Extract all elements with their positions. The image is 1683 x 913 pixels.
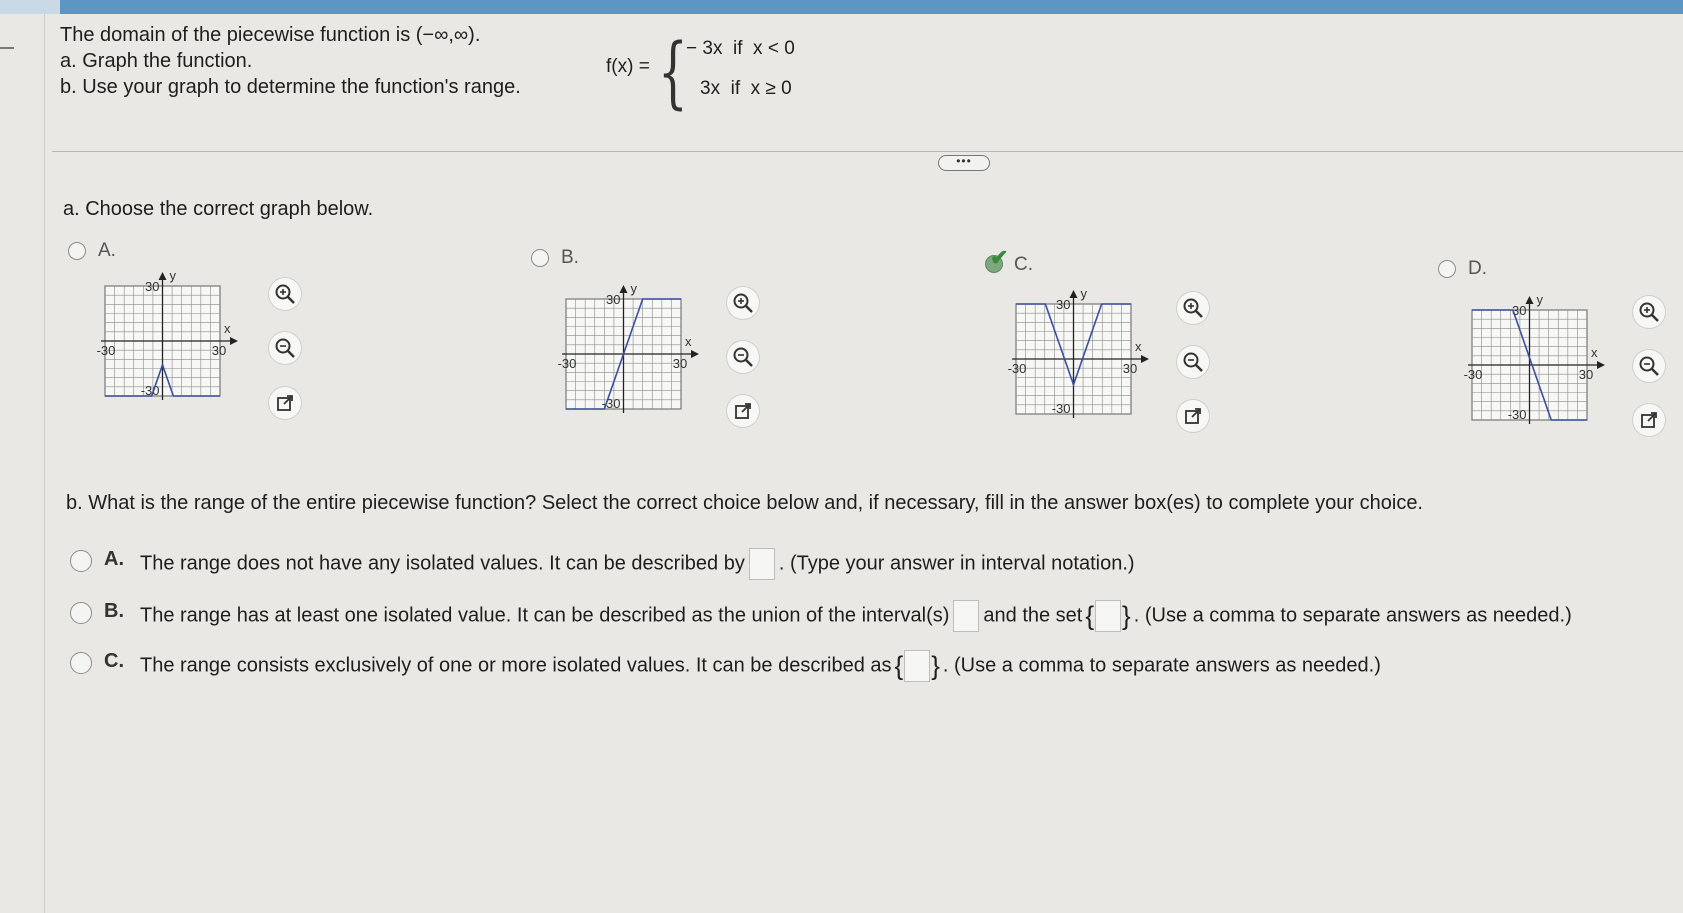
y-tick-label-top: 30 bbox=[606, 292, 621, 307]
y-axis-arrow bbox=[159, 272, 167, 280]
y-axis-arrow bbox=[1070, 290, 1078, 298]
formula-lhs: f(x) = bbox=[606, 56, 650, 77]
answer-b-text-3: . (Use a comma to separate answers as needed.) bbox=[1133, 604, 1572, 627]
option-b-letter: B. bbox=[561, 247, 579, 268]
option-c-plot bbox=[1006, 286, 1171, 445]
y-axis-label: y bbox=[169, 268, 176, 283]
y-tick-label-bottom: -30 bbox=[1507, 407, 1527, 422]
option-b-open-new-window-button[interactable] bbox=[727, 395, 759, 427]
zoom-out-icon bbox=[274, 337, 296, 359]
answer-b-radio[interactable] bbox=[70, 602, 92, 624]
x-tick-label-right: 30 bbox=[211, 343, 227, 358]
answer-c-letter: C. bbox=[104, 650, 124, 672]
y-tick-label-bottom: -30 bbox=[1051, 401, 1071, 416]
option-d-graph[interactable] bbox=[1462, 292, 1627, 451]
option-c-zoom-out-button[interactable] bbox=[1177, 346, 1209, 378]
y-tick-label-bottom: -30 bbox=[601, 396, 621, 411]
option-d-radio[interactable] bbox=[1438, 260, 1456, 278]
answer-b-text bbox=[140, 600, 1572, 632]
option-a-open-new-window-button[interactable] bbox=[269, 387, 301, 419]
external-link-icon bbox=[1183, 406, 1203, 426]
right-brace: } bbox=[1122, 600, 1131, 631]
answer-a-input-box[interactable] bbox=[749, 548, 775, 580]
x-axis-label: x bbox=[224, 321, 231, 336]
external-link-icon bbox=[733, 401, 753, 421]
y-axis-label: y bbox=[1080, 286, 1087, 301]
answer-b-set-input[interactable] bbox=[1095, 600, 1121, 632]
answer-b-letter: B. bbox=[104, 600, 124, 622]
y-tick-label-top: 30 bbox=[1512, 303, 1527, 318]
x-tick-label-left: -30 bbox=[1007, 361, 1027, 376]
x-axis-label: x bbox=[685, 334, 692, 349]
option-b-radio[interactable] bbox=[531, 249, 549, 267]
option-c-graph[interactable] bbox=[1006, 286, 1171, 445]
y-tick-label-top: 30 bbox=[1056, 297, 1071, 312]
section-divider bbox=[52, 151, 1683, 152]
option-a-plot bbox=[95, 268, 260, 427]
option-a-zoom-out-button[interactable] bbox=[269, 332, 301, 364]
answer-a-text bbox=[140, 548, 1135, 580]
top-bar bbox=[0, 0, 1683, 14]
x-axis-label: x bbox=[1591, 345, 1598, 360]
y-tick-label-top: 30 bbox=[145, 279, 160, 294]
y-axis-label: y bbox=[630, 281, 637, 296]
zoom-in-icon bbox=[1638, 301, 1660, 323]
option-a-radio[interactable] bbox=[68, 242, 86, 260]
option-d-zoom-in-button[interactable] bbox=[1633, 296, 1665, 328]
formula-row-2: 3x if x ≥ 0 bbox=[700, 78, 792, 99]
option-a-graph[interactable] bbox=[95, 268, 260, 427]
answer-c-text-2: . (Use a comma to separate answers as needed.) bbox=[942, 654, 1381, 677]
left-margin-rule bbox=[44, 14, 45, 913]
x-axis-arrow bbox=[230, 337, 238, 345]
correct-check-icon: ✔ bbox=[990, 245, 1009, 270]
x-tick-label-left: -30 bbox=[1463, 367, 1483, 382]
question-part-b: b. Use your graph to determine the function's range. bbox=[60, 76, 521, 98]
zoom-out-icon bbox=[1182, 351, 1204, 373]
option-c-zoom-in-button[interactable] bbox=[1177, 292, 1209, 324]
option-b-plot bbox=[556, 281, 721, 440]
option-c-open-new-window-button[interactable] bbox=[1177, 400, 1209, 432]
answer-b-interval-input[interactable] bbox=[953, 600, 979, 632]
x-axis-label: x bbox=[1135, 339, 1142, 354]
y-axis-arrow bbox=[620, 285, 628, 293]
left-brace: { bbox=[894, 650, 904, 681]
answer-c-radio[interactable] bbox=[70, 652, 92, 674]
left-margin-tick bbox=[0, 47, 14, 49]
x-tick-label-right: 30 bbox=[1578, 367, 1594, 382]
y-axis-arrow bbox=[1526, 296, 1534, 304]
x-axis-arrow bbox=[1597, 361, 1605, 369]
answer-a-text-2: . (Type your answer in interval notation.) bbox=[778, 552, 1135, 575]
option-b-graph[interactable] bbox=[556, 281, 721, 440]
y-axis-label: y bbox=[1536, 292, 1543, 307]
option-a-letter: A. bbox=[98, 240, 116, 261]
answer-c-set bbox=[895, 650, 940, 682]
zoom-in-icon bbox=[274, 283, 296, 305]
answer-c-text-1: The range consists exclusively of one or more isolated values. It can be described as bbox=[140, 654, 892, 677]
answer-a-letter: A. bbox=[104, 548, 124, 570]
option-b-zoom-in-button[interactable] bbox=[727, 287, 759, 319]
y-tick-label-bottom: -30 bbox=[140, 383, 160, 398]
x-tick-label-right: 30 bbox=[672, 356, 688, 371]
x-tick-label-left: -30 bbox=[96, 343, 116, 358]
more-button[interactable]: ••• bbox=[938, 155, 990, 171]
zoom-out-icon bbox=[732, 346, 754, 368]
right-brace: } bbox=[931, 650, 940, 681]
option-d-open-new-window-button[interactable] bbox=[1633, 404, 1665, 436]
answer-c-set-input[interactable] bbox=[904, 650, 930, 682]
option-d-plot bbox=[1462, 292, 1627, 451]
answer-b-text-1: The range has at least one isolated value. It can be described as the union of the interval(s) bbox=[140, 604, 950, 627]
x-axis-arrow bbox=[1141, 355, 1149, 363]
x-tick-label-left: -30 bbox=[557, 356, 577, 371]
formula-row-1: − 3x if x < 0 bbox=[686, 38, 795, 59]
option-c-letter: C. bbox=[1014, 254, 1033, 275]
question-part-a: a. Graph the function. bbox=[60, 50, 253, 72]
question-domain: The domain of the piecewise function is (−∞,∞). bbox=[60, 24, 481, 46]
x-tick-label-right: 30 bbox=[1122, 361, 1138, 376]
piecewise-formula bbox=[606, 30, 826, 120]
answer-a-text-1: The range does not have any isolated values. It can be described by bbox=[140, 552, 745, 575]
left-brace: { bbox=[1085, 600, 1095, 631]
external-link-icon bbox=[275, 393, 295, 413]
option-b-zoom-out-button[interactable] bbox=[727, 341, 759, 373]
answer-a-radio[interactable] bbox=[70, 550, 92, 572]
option-a-zoom-in-button[interactable] bbox=[269, 278, 301, 310]
x-axis-arrow bbox=[691, 350, 699, 358]
part-b-prompt: b. What is the range of the entire piecewise function? Select the correct choice below and, if necessary, fill in the answer box(es) to complete your choice. bbox=[66, 492, 1423, 514]
answer-b-text-2: and the set bbox=[983, 604, 1083, 627]
answer-c-text bbox=[140, 650, 1381, 682]
part-a-prompt: a. Choose the correct graph below. bbox=[63, 198, 374, 220]
zoom-in-icon bbox=[1182, 297, 1204, 319]
formula-brace: { bbox=[658, 28, 688, 118]
answer-b-set bbox=[1085, 600, 1130, 632]
zoom-in-icon bbox=[732, 292, 754, 314]
option-d-zoom-out-button[interactable] bbox=[1633, 350, 1665, 382]
top-bar-highlight bbox=[0, 0, 60, 14]
zoom-out-icon bbox=[1638, 355, 1660, 377]
external-link-icon bbox=[1639, 410, 1659, 430]
option-d-letter: D. bbox=[1468, 258, 1487, 279]
